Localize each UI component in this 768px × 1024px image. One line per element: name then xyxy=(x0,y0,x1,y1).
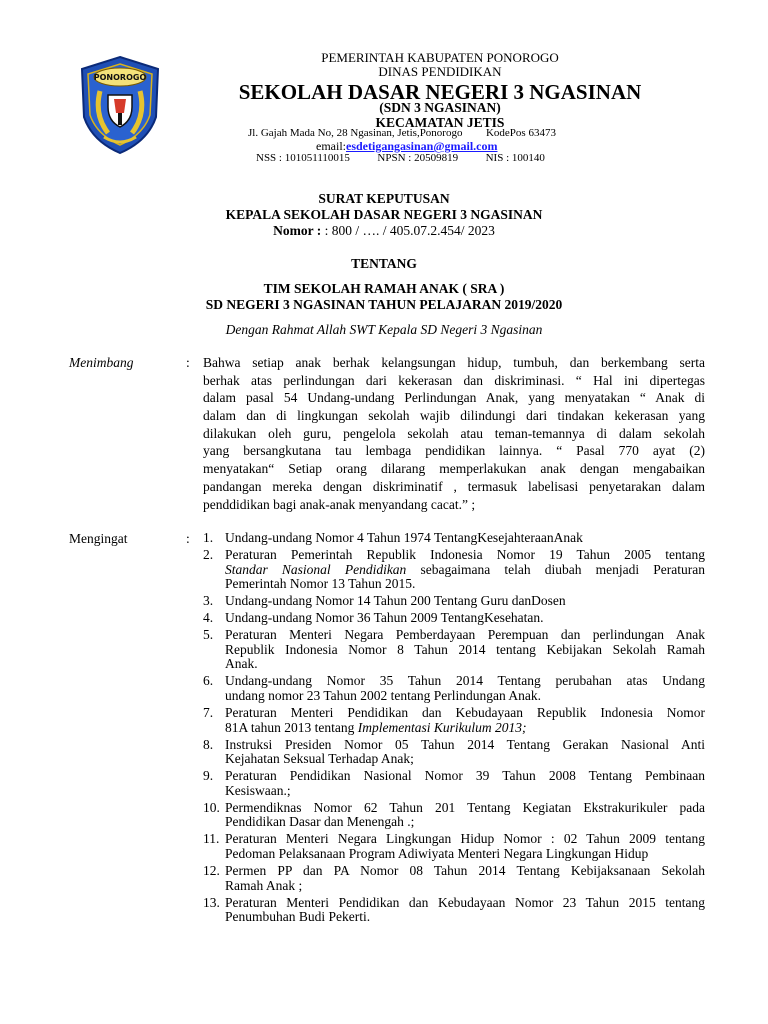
address-line xyxy=(248,127,556,139)
list-item xyxy=(203,674,705,703)
list-line: Peraturan Menteri Negara Pemberdayaan Perempuan dan perlindungan Anak xyxy=(225,627,705,643)
menimbang-label: Menimbang xyxy=(69,355,134,370)
mengingat-colon: : xyxy=(186,531,190,546)
list-number: 5. xyxy=(203,627,214,643)
list-line: Peraturan Pendidikan Nasional Nomor 39 Tahun 2008 Tentang Pembinaan xyxy=(225,768,705,784)
list-item xyxy=(203,531,705,546)
paragraph-line: menyatakan“ Setiap orang dilarang memperlakukan anak dengan mengabaikan xyxy=(203,461,705,477)
government-line: PEMERINTAH KABUPATEN PONOROGO xyxy=(321,50,559,65)
list-line: Ramah Anak ; xyxy=(225,877,303,893)
list-line: 81A tahun 2013 tentang Implementasi Kurikulum 2013; xyxy=(225,719,527,735)
decree-number xyxy=(0,223,768,239)
list-line: Permendiknas Nomor 62 Tahun 201 Tentang Kegiatan Ekstrakurikuler pada xyxy=(225,799,705,815)
registration-numbers xyxy=(256,152,545,164)
list-item xyxy=(203,769,705,798)
paragraph-line: penddidikan bagi anak-anak menyandang cacat.” ; xyxy=(203,496,476,512)
list-line: Peraturan Pemerintah Republik Indonesia Nomor 19 Tahun 2005 tentang xyxy=(225,547,705,563)
school-name: SEKOLAH DASAR NEGERI 3 NGASINAN xyxy=(238,80,642,104)
menimbang-colon: : xyxy=(186,355,190,370)
list-number: 4. xyxy=(203,610,214,626)
email-label: email: xyxy=(316,139,346,153)
opening-phrase: Dengan Rahmat Allah SWT Kepala SD Negeri 3 Ngasinan xyxy=(225,322,543,337)
paragraph-line: Bahwa setiap anak berhak kelangsungan hidup, tumbuh, dan berkembang serta xyxy=(203,355,705,370)
npsn-number: NPSN : 20509819 xyxy=(377,152,459,164)
list-line: Standar Nasional Pendidikan sebagaimana telah diubah menjadi Peraturan xyxy=(225,561,705,577)
list-number: 11. xyxy=(203,831,220,847)
list-item xyxy=(203,801,705,830)
italic-phrase: Standar Nasional Pendidikan xyxy=(225,561,407,577)
list-number: 13. xyxy=(203,894,220,910)
italic-phrase: Implementasi Kurikulum 2013; xyxy=(357,719,527,735)
decree-title: SURAT KEPUTUSAN xyxy=(318,191,450,206)
list-item xyxy=(203,706,705,735)
list-number: 8. xyxy=(203,736,214,752)
list-item xyxy=(203,832,705,861)
list-line: Pendidikan Dasar dan Menengah .; xyxy=(225,814,415,830)
list-line: Undang-undang Nomor 35 Tahun 2014 Tentang perubahan atas Undang xyxy=(225,673,705,689)
subject-line-1: TIM SEKOLAH RAMAH ANAK ( SRA ) xyxy=(263,281,505,296)
list-line: Pemerintah Nomor 13 Tahun 2015. xyxy=(225,576,416,592)
nis-number: NIS : 100140 xyxy=(485,152,545,164)
mengingat-label: Mengingat xyxy=(69,531,128,546)
list-line: Kesiswaan.; xyxy=(225,782,291,798)
list-line: Undang-undang Nomor 4 Tahun 1974 TentangKesejahteraanAnak xyxy=(225,530,583,545)
postcode: KodePos 63473 xyxy=(485,127,556,139)
list-line: Pedoman Pelaksanaan Program Adiwiyata Menteri Negara Lingkungan Hidup xyxy=(225,845,649,861)
decree-issuer: KEPALA SEKOLAH DASAR NEGERI 3 NGASINAN xyxy=(225,207,543,222)
menimbang-paragraph xyxy=(203,354,705,513)
street-address: Jl. Gajah Mada No, 28 Ngasinan, Jetis,Ponorogo xyxy=(248,127,463,139)
list-line: Peraturan Menteri Pendidikan dan Kebudayaan Republik Indonesia Nomor xyxy=(225,705,705,721)
list-line: Peraturan Menteri Negara Lingkungan Hidup Nomor : 02 Tahun 2009 tentang xyxy=(225,831,705,847)
nss-number: NSS : 101051110015 xyxy=(256,152,350,164)
paragraph-line: berhak atas perlindungan dari kekerasan dan diskriminasi. “ Hal ini dipertegas xyxy=(203,372,705,388)
department-line: DINAS PENDIDIKAN xyxy=(378,64,502,79)
nomor-label: Nomor : xyxy=(273,223,325,238)
subject-line-2: SD NEGERI 3 NGASINAN TAHUN PELAJARAN 2019/2020 xyxy=(205,297,563,312)
list-number: 10. xyxy=(203,799,220,815)
ponorogo-regency-emblem xyxy=(78,55,162,155)
list-number: 3. xyxy=(203,593,214,609)
regulation-list xyxy=(203,531,705,927)
list-line: Kejahatan Seksual Terhadap Anak; xyxy=(225,751,414,767)
list-line: undang nomor 23 Tahun 2002 tentang Perlindungan Anak. xyxy=(225,687,542,703)
paragraph-line: yang bersangkutana tau lembaga pendidikan lainnya. “ Pasal 770 ayat (2) xyxy=(203,443,705,459)
list-item xyxy=(203,896,705,925)
list-number: 7. xyxy=(203,705,214,721)
list-number: 9. xyxy=(203,768,214,784)
nomor-value: : 800 / …. / 405.07.2.454/ 2023 xyxy=(324,223,495,238)
list-item xyxy=(203,738,705,767)
list-line: Instruksi Presiden Nomor 05 Tahun 2014 Tentang Gerakan Nasional Anti xyxy=(225,736,705,752)
list-number: 12. xyxy=(203,863,220,879)
paragraph-line: dilakukan oleh guru, pengelola sekolah atau teman-temannya di dalam sekolah xyxy=(203,425,705,441)
list-line: Republik Indonesia Nomor 8 Tahun 2014 tentang Kebijakan Sekolah Ramah xyxy=(225,641,705,657)
tentang-heading: TENTANG xyxy=(351,256,417,271)
email-link[interactable]: esdetigangasinan@gmail.com xyxy=(346,139,498,153)
list-line: Penumbuhan Budi Pekerti. xyxy=(225,909,371,925)
list-item xyxy=(203,548,705,592)
paragraph-line: pandangan mereka dengan diskriminatif , termasuk labelisasi penyetarakan dalam xyxy=(203,478,705,494)
list-line: Undang-undang Nomor 36 Tahun 2009 TentangKesehatan. xyxy=(225,610,544,626)
list-line: Anak. xyxy=(225,656,258,672)
list-item xyxy=(203,611,705,626)
list-line: Permen PP dan PA Nomor 08 Tahun 2014 Tentang Kebijaksanaan Sekolah xyxy=(225,863,705,879)
logo-text: PONOROGO xyxy=(93,73,147,82)
list-line: Undang-undang Nomor 14 Tahun 200 Tentang Guru danDosen xyxy=(225,593,566,609)
list-number: 6. xyxy=(203,673,214,689)
paragraph-line: dalam pasal 54 Undang-undang Perlindungan Anak, yang menyatakan “ Anak di xyxy=(203,390,705,406)
list-number: 1. xyxy=(203,530,214,545)
list-item xyxy=(203,594,705,609)
list-item xyxy=(203,864,705,893)
district-line: KECAMATAN JETIS xyxy=(375,115,505,130)
list-line: Peraturan Menteri Pendidikan dan Kebudayaan Nomor 23 Tahun 2015 tentang xyxy=(225,894,705,910)
school-abbreviation: (SDN 3 NGASINAN) xyxy=(379,100,501,115)
paragraph-line: dalam dan di lingkungan sekolah wajib dilindungi dari tindakan kekerasan yang xyxy=(203,408,705,424)
list-item xyxy=(203,628,705,672)
list-number: 2. xyxy=(203,547,214,563)
